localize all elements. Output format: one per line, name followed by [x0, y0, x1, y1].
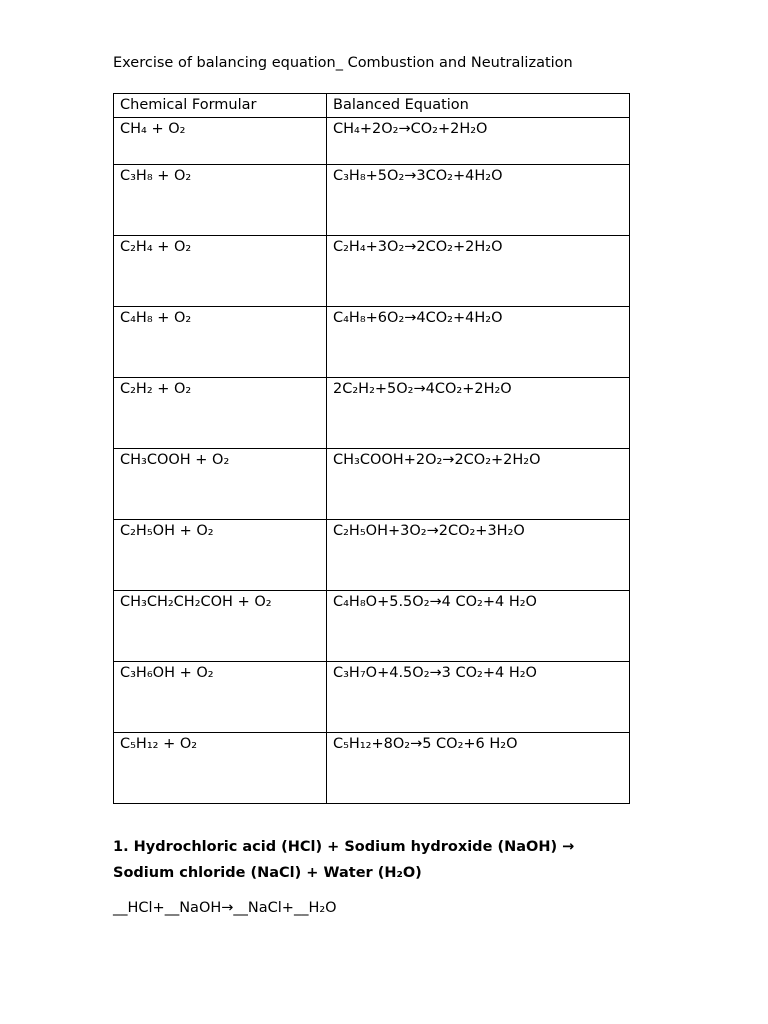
table-row — [114, 449, 630, 520]
table-row — [114, 378, 630, 449]
table-header-row — [114, 94, 630, 118]
neutralization-question — [113, 834, 633, 886]
formula-cell: CH₄ + O₂ — [114, 118, 327, 165]
balanced-cell: C₂H₄+3O₂→2CO₂+2H₂O — [327, 236, 630, 307]
formula-cell: C₂H₂ + O₂ — [114, 378, 327, 449]
balanced-cell: C₂H₅OH+3O₂→2CO₂+3H₂O — [327, 520, 630, 591]
balanced-cell: C₄H₈O+5.5O₂→4 CO₂+4 H₂O — [327, 591, 630, 662]
table-row — [114, 165, 630, 236]
balanced-cell: CH₄+2O₂→CO₂+2H₂O — [327, 118, 630, 165]
formula-cell: C₃H₆OH + O₂ — [114, 662, 327, 733]
equation-table — [113, 93, 630, 804]
table-row — [114, 733, 630, 804]
balanced-cell: 2C₂H₂+5O₂→4CO₂+2H₂O — [327, 378, 630, 449]
question-line-1: 1. Hydrochloric acid (HCl) + Sodium hydroxide (NaOH) → — [113, 839, 575, 855]
document-title: Exercise of balancing equation_ Combustion and Neutralization — [113, 55, 573, 71]
table-row — [114, 307, 630, 378]
formula-cell: C₂H₄ + O₂ — [114, 236, 327, 307]
balanced-cell: C₅H₁₂+8O₂→5 CO₂+6 H₂O — [327, 733, 630, 804]
balanced-cell: CH₃COOH+2O₂→2CO₂+2H₂O — [327, 449, 630, 520]
balanced-cell: C₃H₈+5O₂→3CO₂+4H₂O — [327, 165, 630, 236]
balanced-cell: C₄H₈+6O₂→4CO₂+4H₂O — [327, 307, 630, 378]
balanced-cell: C₃H₇O+4.5O₂→3 CO₂+4 H₂O — [327, 662, 630, 733]
table-row — [114, 662, 630, 733]
formula-cell: C₂H₅OH + O₂ — [114, 520, 327, 591]
table-row — [114, 118, 630, 165]
question-line-2: Sodium chloride (NaCl) + Water (H₂O) — [113, 865, 422, 881]
formula-cell: CH₃CH₂CH₂COH + O₂ — [114, 591, 327, 662]
formula-cell: C₃H₈ + O₂ — [114, 165, 327, 236]
column-header-formula: Chemical Formular — [114, 94, 327, 118]
formula-cell: CH₃COOH + O₂ — [114, 449, 327, 520]
blank-equation: __HCl+__NaOH→__NaCl+__H₂O — [113, 900, 337, 916]
table-row — [114, 520, 630, 591]
table-row — [114, 591, 630, 662]
formula-cell: C₅H₁₂ + O₂ — [114, 733, 327, 804]
formula-cell: C₄H₈ + O₂ — [114, 307, 327, 378]
table-row — [114, 236, 630, 307]
column-header-balanced: Balanced Equation — [327, 94, 630, 118]
